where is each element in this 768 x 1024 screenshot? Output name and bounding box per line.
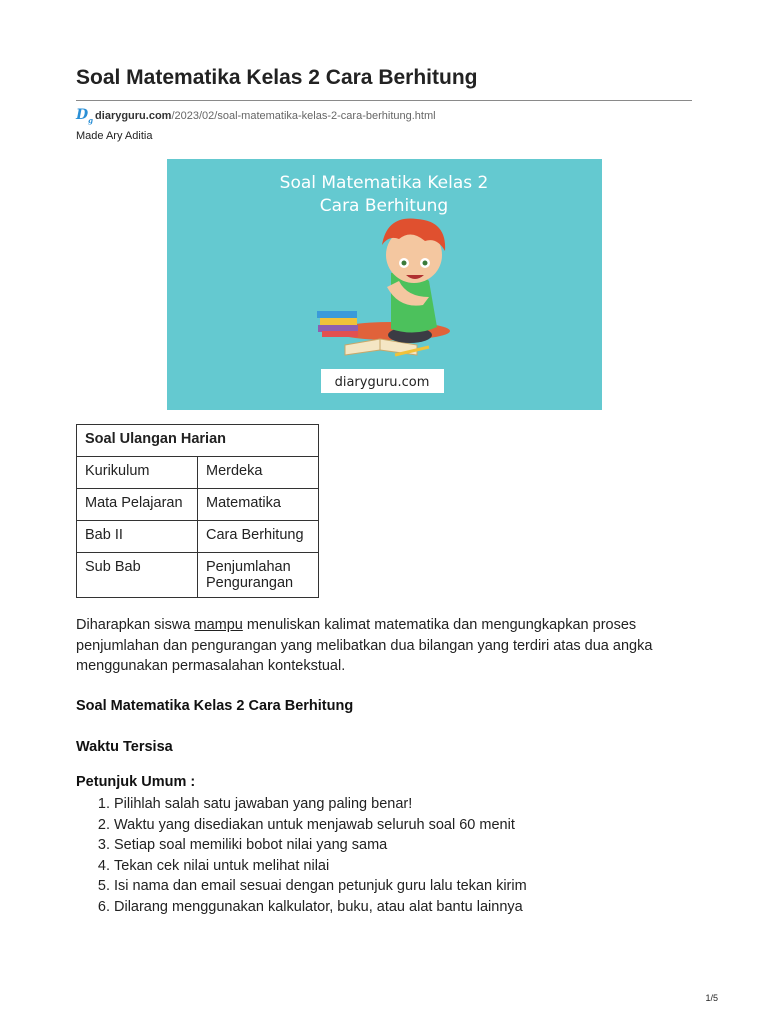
table-value — [198, 553, 319, 598]
source-domain[interactable]: diaryguru.com — [95, 109, 172, 122]
table-key: Mata Pelajaran — [77, 489, 198, 521]
list-item: 4. Tekan cek nilai untuk melihat nilai — [114, 856, 527, 877]
diaryguru-logo-icon: $D_g$ — [76, 107, 94, 125]
table-value-line: Pengurangan — [206, 575, 294, 591]
table-row — [77, 489, 319, 521]
table-row — [77, 457, 319, 489]
document-title: Soal Matematika Kelas 2 Cara Berhitung — [76, 66, 478, 89]
list-item: 5. Isi nama dan email sesuai dengan petunjuk guru lalu tekan kirim — [114, 876, 527, 897]
table-value: Cara Berhitung — [198, 521, 319, 553]
intro-paragraph: Diharapkan siswa mampu menuliskan kalimat matematika dan mengungkapkan proses penjumlahan dan pengurangan yang melibatkan dua bilangan yang terdiri atas dua angka menggunakan permasalahan kontekstual. — [76, 617, 653, 674]
hero-title-line2: Cara Berhitung — [319, 196, 449, 216]
instructions-heading: Petunjuk Umum : — [76, 774, 196, 790]
table-value: Merdeka — [198, 457, 319, 489]
table-row — [77, 521, 319, 553]
list-item: 6. Dilarang menggunakan kalkulator, buku, atau alat bantu lainnya — [114, 897, 527, 918]
list-item: 1. Pilihlah salah satu jawaban yang paling benar! — [114, 794, 527, 815]
hero-image — [167, 159, 602, 410]
instructions-list — [76, 794, 527, 917]
table-header: Soal Ulangan Harian — [77, 425, 319, 457]
table-key: Sub Bab — [77, 553, 198, 598]
title-divider — [76, 100, 692, 101]
list-item: 3. Setiap soal memiliki bobot nilai yang sama — [114, 835, 527, 856]
hero-badge-text: diaryguru.com — [334, 375, 430, 390]
author-name: Made Ary Aditia — [76, 130, 153, 142]
time-left-heading: Waktu Tersisa — [76, 739, 173, 755]
underlined-word: mampu — [194, 617, 243, 633]
source-path[interactable]: /2023/02/soal-matematika-kelas-2-cara-berhitung.html — [171, 109, 436, 122]
info-table — [76, 424, 319, 598]
table-header-row — [77, 425, 319, 457]
list-item: 2. Waktu yang disediakan untuk menjawab seluruh soal 60 menit — [114, 815, 527, 836]
hero-title-line1: Soal Matematika Kelas 2 — [279, 173, 489, 193]
source-line — [76, 107, 436, 125]
table-key: Bab II — [77, 521, 198, 553]
table-value: Matematika — [198, 489, 319, 521]
table-value-line: Penjumlahan — [206, 559, 291, 575]
table-row — [77, 553, 319, 598]
table-key: Kurikulum — [77, 457, 198, 489]
page-number: 1/5 — [705, 993, 718, 1003]
quiz-heading: Soal Matematika Kelas 2 Cara Berhitung — [76, 698, 354, 714]
